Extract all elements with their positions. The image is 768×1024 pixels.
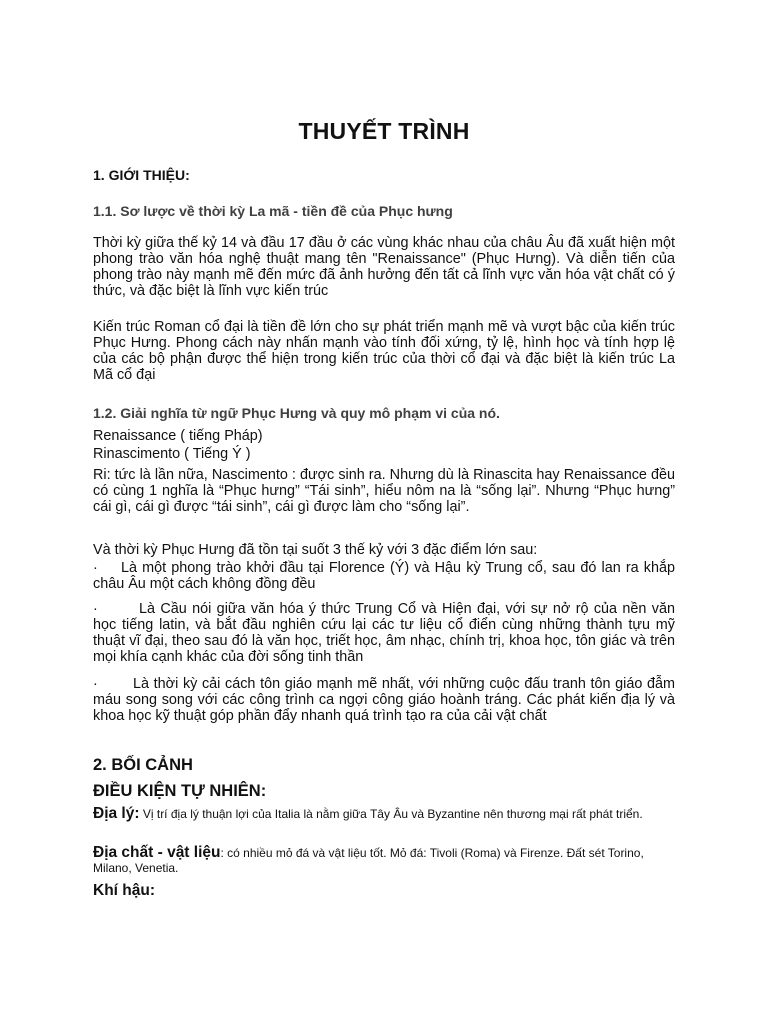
subsection-1-2-heading: 1.2. Giải nghĩa từ ngữ Phục Hưng và quy mô phạm vi của nó. (93, 405, 500, 421)
definition-geography (93, 806, 675, 822)
bullet-text: Là Cầu nói giữa văn hóa ý thức Trung Cổ và Hiện đại, với sự nở rộ của nền văn học tiếng latin, và bắt đầu nghiên cứu lại các tư liệu cổ điển cùng những thành tựu mỹ thuật vĩ đại, theo sau đó là văn học, triết học, âm nhạc, chính trị, khoa học, tôn giác và trên mọi khía cạnh khác của đời sống tinh thần (93, 601, 675, 665)
definition-text: : có nhiều mỏ đá và vật liệu tốt. Mỏ đá: Tivoli (Roma) và Firenze. Đất sét Torino, Milano, Venetia. (93, 846, 644, 875)
definition-geology (93, 845, 675, 876)
document-title: THUYẾT TRÌNH (298, 118, 470, 144)
definition-text: Vị trí địa lý thuận lợi của Italia là nằm giữa Tây Âu và Byzantine nên thương mại rất phát triển. (139, 807, 643, 821)
definition-term: Khí hậu: (93, 882, 155, 899)
bullet-marker: · (93, 676, 98, 692)
bullet-marker: · (93, 601, 98, 617)
bullet-text: Là thời kỳ cải cách tôn giáo mạnh mẽ nhất, với những cuộc đấu tranh tôn giáo đẫm máu song song với các công trình ca ngợi công giáo hoành tráng. Các phát kiến địa lý và khoa học kỹ thuật góp phần đẩy nhanh quá trình tạo ra của cải vật chất (93, 676, 675, 724)
definition-term: Địa lý: (93, 805, 140, 822)
paragraph-roman-architecture: Kiến trúc Roman cổ đại là tiền đề lớn cho sự phát triển mạnh mẽ và vượt bậc của kiến trúc Phục Hưng. Phong cách này nhấn mạnh vào tính đối xứng, tỷ lệ, hình học và tính hợp lệ của các bộ phận được thể hiện trong kiến trúc của thời cổ đại và đặc biệt là kiến trúc La Mã cổ đại (93, 319, 675, 383)
natural-conditions-heading: ĐIỀU KIỆN TỰ NHIÊN: (93, 782, 267, 800)
subsection-1-1-heading: 1.1. Sơ lược về thời kỳ La mã - tiền đề của Phục hưng (93, 203, 453, 219)
bullet-marker: · (93, 560, 98, 576)
term-renaissance: Renaissance ( tiếng Pháp) (93, 428, 263, 444)
list-item (93, 676, 675, 724)
list-item (93, 560, 675, 592)
bullet-text: Là một phong trào khởi đầu tại Florence (Ý) và Hậu kỳ Trung cổ, sau đó lan ra khắp châu Âu một cách không đồng đều (93, 560, 675, 592)
term-rinascimento: Rinascimento ( Tiếng Ý ) (93, 446, 251, 462)
document-page (93, 0, 675, 1024)
definition-climate (93, 883, 675, 899)
definition-term: Địa chất - vật liệu (93, 844, 221, 861)
section-2-heading: 2. BỐI CẢNH (93, 756, 193, 774)
section-1-heading: 1. GIỚI THIỆU: (93, 167, 190, 183)
paragraph-meaning: Ri: tức là lần nữa, Nascimento : được sinh ra. Nhưng dù là Rinascita hay Renaissance đều có cùng 1 nghĩa là “Phục hưng” “Tái sinh”, hiểu nôm na là “sống lại”. Nhưng “Phục hưng” cái gì, cái gì được “tái sinh”, cái gì được làm cho “sống lại”. (93, 467, 675, 515)
paragraph-renaissance-intro: Thời kỳ giữa thế kỷ 14 và đầu 17 đầu ở các vùng khác nhau của châu Âu đã xuất hiện một phong trào văn hóa nghệ thuật mang tên "Renaissance" (Phục Hưng). Và diễn tiến của phong trào này mạnh mẽ đến mức đã ảnh hưởng đến tất cả lĩnh vực văn hóa vật chất có ý thức, và đặc biệt là lĩnh vực kiến trúc (93, 235, 675, 299)
paragraph-three-features-intro: Và thời kỳ Phục Hưng đã tồn tại suốt 3 thế kỷ với 3 đặc điểm lớn sau: (93, 542, 538, 558)
list-item (93, 601, 675, 665)
